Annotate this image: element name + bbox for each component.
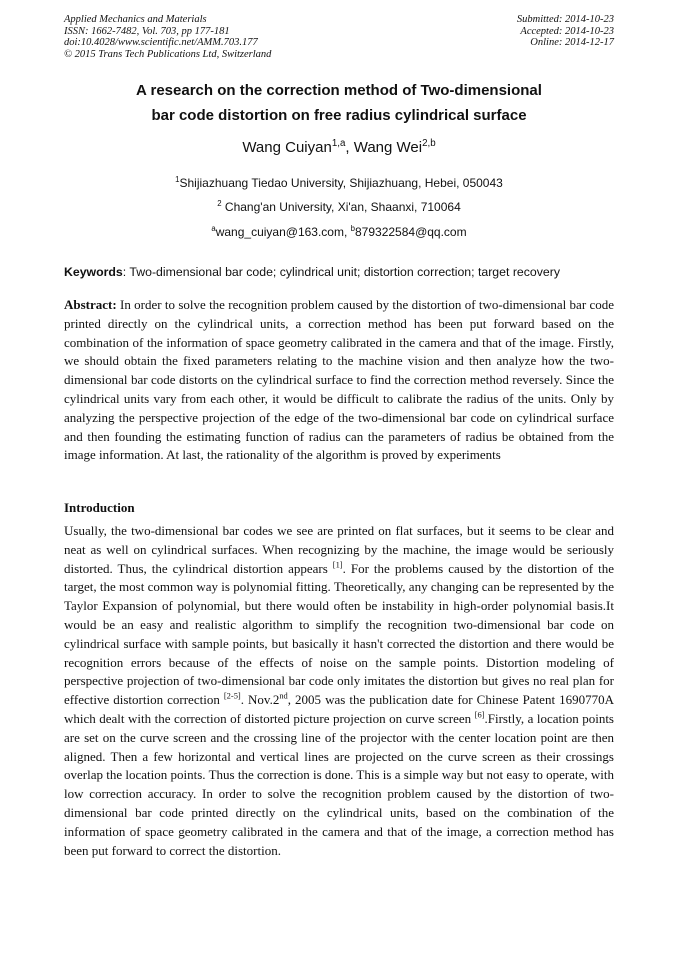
section-heading: Introduction (64, 500, 135, 515)
title-line: A research on the correction method of Two-dimensional (136, 82, 542, 99)
issn: ISSN: 1662-7482, Vol. 703, pp 177-181 (64, 25, 230, 37)
affiliation-text: Shijiazhuang Tiedao University, Shijiazhuang, Hebei, 050043 (179, 176, 503, 190)
author-affiliation-mark: 2,b (422, 138, 436, 149)
citation-superscript: [2-5] (223, 690, 241, 701)
affiliation-2 (0, 200, 678, 214)
emails (0, 225, 678, 239)
dates-info (517, 14, 614, 49)
doi: doi:10.4028/www.scientific.net/AMM.703.177 (64, 37, 258, 48)
submitted-date: Submitted: 2014-10-23 (516, 14, 614, 25)
paragraph-text: , 2005 was the publication date for Chinese Patent 1690770A which dealt with the correction of distorted picture projection on curve screen (64, 692, 614, 726)
paragraph-text: Usually, the two-dimensional bar codes we see are printed on flat surfaces, but it seems to be clear and neat as well on cylindrical surfaces. When recognizing by the machine, the image would be seriously distorted. Thus, the cylindrical distortion appears (64, 523, 614, 576)
journal-info (64, 14, 271, 60)
accepted-date: Accepted: 2014-10-23 (520, 25, 614, 37)
citation-superscript: [6] (474, 709, 485, 720)
paragraph-text: . Nov.2 (240, 692, 280, 708)
paragraph-text: . For the problems caused by the distortion of the target, the most common way is polynomial fitting. Theoretically, any changing can be represented by the Taylor Expansion of polynomial, but there would often be instability in high-order polynomial basis.It would be an easy and realistic algorithm to simplify the recognition two-dimensional bar code on cylindrical surface with sample points, but basically it hasn't corrected the distortion and there would be recognition errors because of the effects of noise on the sample points. Distortion modeling of perspective projection of two-dimensional bar code only imitates the distortion but gives no real plan for effective distortion correction (64, 560, 615, 708)
abstract-label: Abstract: (64, 297, 117, 312)
abstract-text: In order to solve the recognition problem caused by the distortion of two-dimensional bar code printed directly on the cylindrical units, a correction method has been put forward based on the combination of the information of space geometry calibrated in the camera and that of the image. Firstly, we should obtain the fixed parameters relating to the machine vision and then analyze how the two-dimensional bar code distorts on the cylindrical surface to find the correction method reversely. Since the cylindrical units vary from each other, it would be difficult to calibrate the radius of the units. Only by analyzing the perspective projection of the edge of the two-dimensional bar code on cylindrical surface and then founding the estimating function of radius can the parameters of radius be obtained from the image information. At last, the rationality of the algorithm is proved by experiments (64, 297, 614, 463)
email-b: 879322584@qq.com (355, 225, 467, 239)
citation-superscript: nd (279, 690, 288, 701)
author-name: Wang Cuiyan (242, 139, 332, 156)
introduction-paragraph (64, 522, 614, 860)
journal-name: Applied Mechanics and Materials (64, 14, 207, 25)
author-name: Wang Wei (353, 139, 423, 156)
affiliation-1 (0, 176, 678, 190)
authors (0, 139, 678, 156)
keywords-label: Keywords (64, 265, 123, 279)
author-affiliation-mark: 1,a (331, 138, 346, 149)
affiliation-mark: 1 (175, 175, 180, 184)
title-line: bar code distortion on free radius cylindrical surface (151, 107, 527, 124)
email-a: wang_cuiyan@163.com, (215, 225, 351, 239)
affiliation-text: Chang'an University, Xi'an, Shaanxi, 710064 (221, 200, 461, 214)
paper-title (0, 78, 678, 128)
affiliation-mark: 2 (217, 199, 222, 208)
keywords-text: : Two-dimensional bar code; cylindrical unit; distortion correction; target recovery (122, 265, 560, 279)
citation-superscript: [1] (332, 559, 343, 570)
email-mark: a (211, 224, 216, 233)
keywords (64, 265, 624, 279)
abstract (64, 296, 614, 465)
copyright: © 2015 Trans Tech Publications Ltd, Switzerland (64, 48, 272, 60)
online-date: Online: 2014-12-17 (530, 37, 614, 48)
author-separator: , (345, 139, 354, 156)
email-mark: b (350, 224, 355, 233)
paragraph-text: .Firstly, a location points are set on the curve screen and the crossing line of the projector with the center location point are then aligned. Then a few horizontal and vertical lines are projected on the curve screen as their crossings overlap the location points. Thus the correction is done. This is a simple way but not easy to operate, with low correction accuracy. In order to solve the recognition problem caused by the distortion of two-dimensional bar code printed directly on the cylindrical units, based on the combination of the information of space geometry calibrated in the camera and that of the image, a correction method has been put forward to correct the distortion. (64, 710, 614, 858)
